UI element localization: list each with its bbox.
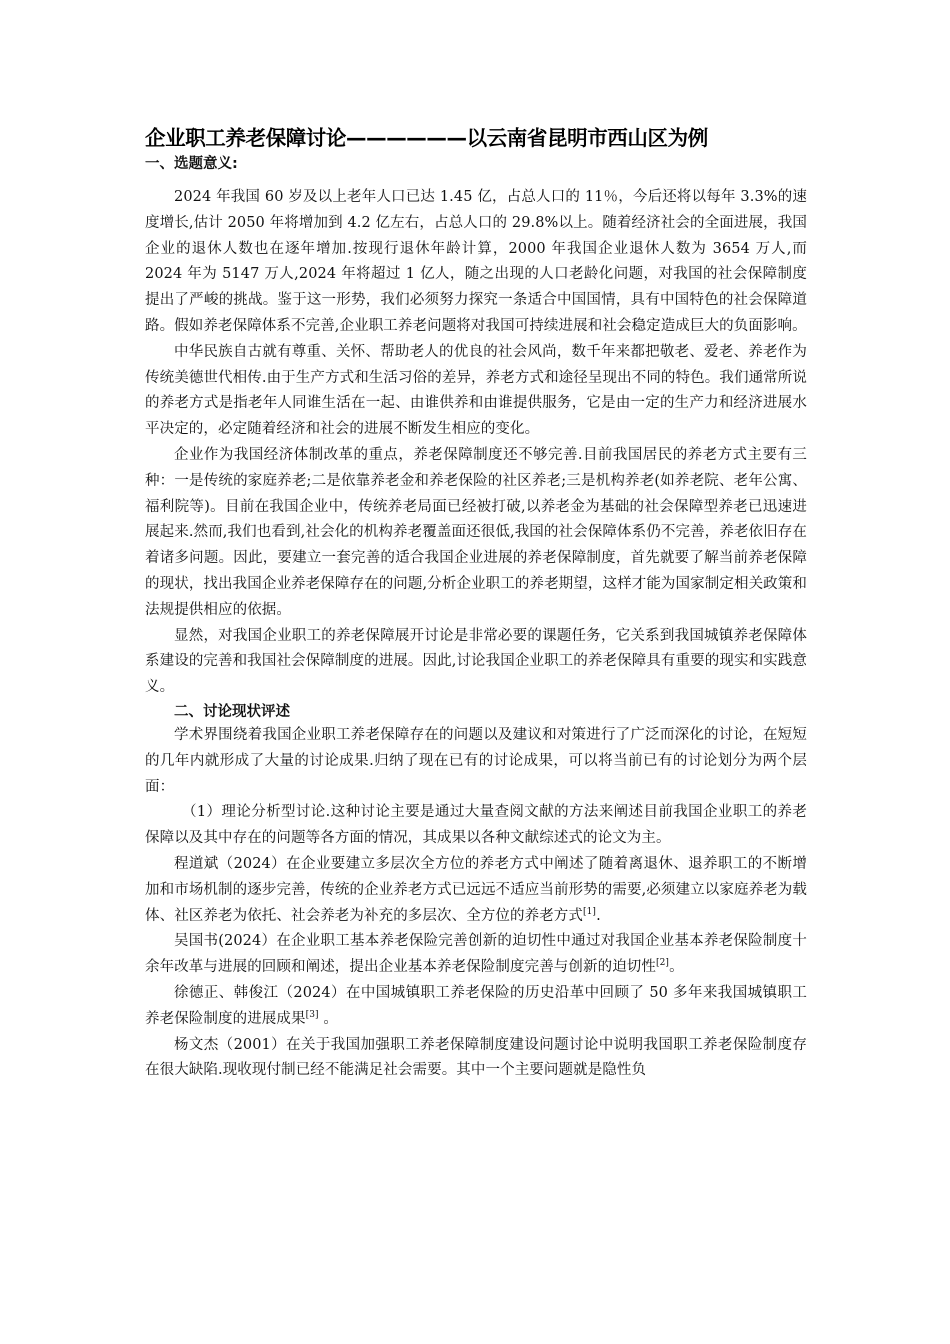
paragraph-yang-wenjie: 杨文杰（2001）在关于我国加强职工养老保障制度建设问题讨论中说明我国职工养老保险制度存在很大缺陷.现收现付制已经不能满足社会需要。其中一个主要问题就是隐性负 bbox=[145, 1036, 807, 1079]
citation-mark: [1] bbox=[583, 906, 597, 917]
document-body bbox=[145, 123, 807, 1084]
citation-mark: [2] bbox=[656, 958, 670, 969]
reference-tail: 。 bbox=[318, 1010, 338, 1027]
section-1-heading: 一、选题意义: bbox=[145, 156, 238, 172]
paragraph-tradition: 中华民族自古就有尊重、关怀、帮助老人的优良的社会风尚，数千年来都把敬老、爱老、养老作为传统美德世代相传.由于生产方式和生活习俗的差异，养老方式和途径呈现出不同的特色。我们通常所说的养老方式是指老年人同谁生活在一起、由谁供养和由谁提供服务，它是由一定的生产力和经济进展水平决定的，必定随着经济和社会的进展不断发生相应的变化。 bbox=[145, 343, 807, 438]
reference-paragraph-3 bbox=[145, 981, 807, 1033]
reference-text: 吴国书(2024）在企业职工基本养老保险完善创新的迫切性中通过对我国企业基本养老保险制度十余年改革与进展的回顾和阐述，提出企业基本养老保险制度完善与创新的迫切性 bbox=[145, 933, 807, 976]
paragraph-enterprise-reform: 企业作为我国经济体制改革的重点，养老保障制度还不够完善.目前我国居民的养老方式主要有三种：一是传统的家庭养老;二是依靠养老金和养老保险的社区养老;三是机构养老(如养老院、老年公寓、福利院等)。目前在我国企业中，传统养老局面已经被打破,以养老金为基础的社会保障型养老已迅速进展起来.然而,我们也看到,社会化的机构养老覆盖面还很低,我国的社会保障体系仍不完善，养老依旧存在着诸多问题。因此，要建立一套完善的适合我国企业进展的养老保障制度，首先就要了解当前养老保障的现状，找出我国企业养老保障存在的问题,分析企业职工的养老期望，这样才能为国家制定相关政策和法规提供相应的依据。 bbox=[145, 446, 807, 618]
reference-text: 程道斌（2024）在企业要建立多层次全方位的养老方式中阐述了随着离退休、退养职工的不断增加和市场机制的逐步完善，传统的企业养老方式已远远不适应当前形势的需要,必须建立以家庭养老为载体、社区养老为依托、社会养老为补充的多层次、全方位的养老方式 bbox=[145, 855, 807, 924]
section-2-heading: 二、讨论现状评述 bbox=[174, 703, 290, 720]
reference-text: 徐德正、韩俊江（2024）在中国城镇职工养老保险的历史沿革中回顾了 50 多年来我国城镇职工养老保险制度的进展成果 bbox=[145, 984, 807, 1027]
reference-paragraph-2 bbox=[145, 929, 807, 981]
paragraph-population: 2024 年我国 60 岁及以上老年人口已达 1.45 亿，占总人口的 11％，今后还将以每年 3.3%的速度增长,估计 2050 年将增加到 4.2 亿左右，占总人口的 29.8%以上。随着经济社会的全面进展，我国企业的退休人数也在逐年增加.按现行退休年龄计算，2000 年我国企业退休人数为 3654 万人,而 2024 年为 5147 万人,2024 年将超过 1 亿人，随之出现的人口老龄化问题，对我国的社会保障制度提出了严峻的挑战。鉴于这一形势，我们必须努力探究一条适合中国国情，具有中国特色的社会保障道路。假如养老保障体系不完善,企业职工养老问题将对我国可持续进展和社会稳定造成巨大的负面影响。 bbox=[145, 189, 807, 334]
reference-tail: 。 bbox=[669, 959, 684, 976]
paragraph-research-intro: 学术界围绕着我国企业职工养老保障存在的问题以及建议和对策进行了广泛而深化的讨论，在短短的几年内就形成了大量的讨论成果.归纳了现在已有的讨论成果，可以将当前已有的讨论划分为两个层面： bbox=[145, 726, 807, 795]
citation-mark: [3] bbox=[305, 1009, 319, 1020]
reference-tail: . bbox=[596, 907, 601, 924]
document-title: 企业职工养老保障讨论——————以云南省昆明市西山区为例 bbox=[145, 126, 708, 150]
paragraph-theory-analysis: （1）理论分析型讨论.这种讨论主要是通过大量查阅文献的方法来阐述目前我国企业职工的养老保障以及其中存在的问题等各方面的情况，其成果以各种文献综述式的论文为主。 bbox=[145, 804, 807, 847]
reference-paragraph-1 bbox=[145, 852, 807, 929]
paragraph-significance: 显然，对我国企业职工的养老保障展开讨论是非常必要的课题任务，它关系到我国城镇养老保障体系建设的完善和我国社会保障制度的进展。因此,讨论我国企业职工的养老保障具有重要的现实和实践意义。 bbox=[145, 627, 807, 696]
